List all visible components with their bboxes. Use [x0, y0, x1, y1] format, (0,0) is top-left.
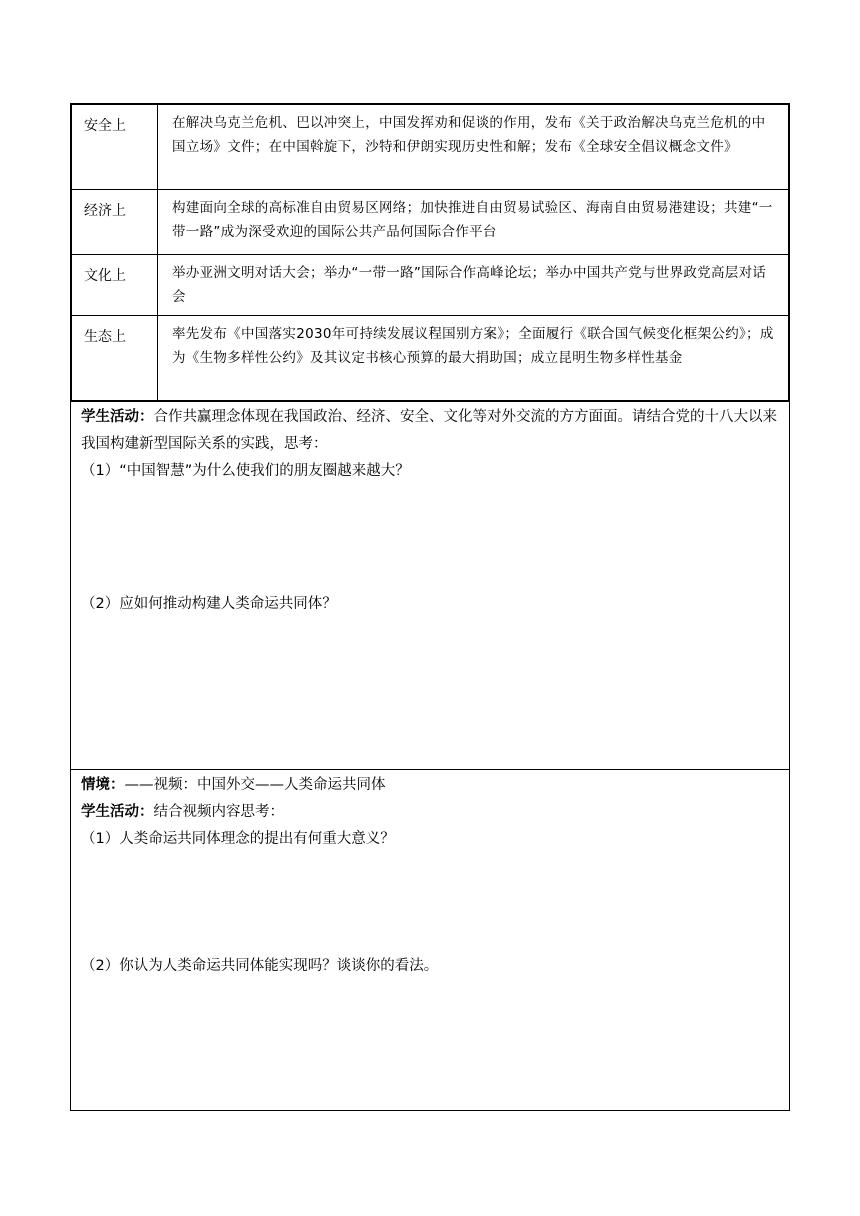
table-row — [72, 316, 788, 402]
table-row — [72, 190, 788, 255]
activity-label: 学生活动： — [81, 804, 154, 820]
video-context-section — [70, 770, 790, 1111]
student-activity-section — [70, 402, 790, 770]
question-1: （1）人类命运共同体理念的提出有何重大意义？ — [81, 831, 395, 847]
question-1: （1）“中国智慧”为什么使我们的朋友圈越来越大？ — [81, 463, 410, 479]
table-row — [72, 255, 788, 316]
row-content: 构建面向全球的高标准自由贸易区网络；加快推进自由贸易试验区、海南自由贸易港建设；共建“一带一路”成为深受欢迎的国际公共产品何国际合作平台 — [172, 200, 773, 240]
row-label: 经济上 — [72, 190, 158, 254]
worksheet-page — [70, 103, 790, 1111]
activity-paragraph — [81, 404, 779, 458]
question-2: （2）你认为人类命运共同体能实现吗？谈谈你的看法。 — [81, 958, 439, 974]
row-label: 生态上 — [72, 316, 158, 400]
answer-space[interactable] — [81, 485, 779, 591]
row-content: 举办亚洲文明对话大会；举办“一带一路”国际合作高峰论坛；举办中国共产党与世界政党高层对话会 — [172, 265, 767, 305]
practice-table — [70, 103, 790, 402]
activity-text: 结合视频内容思考： — [153, 804, 284, 820]
row-content: 在解决乌克兰危机、巴以冲突上，中国发挥劝和促谈的作用，发布《关于政治解决乌克兰危机的中国立场》文件；在中国斡旋下，沙特和伊朗实现历史性和解；发布《全球安全倡议概念文件》 — [172, 115, 766, 155]
answer-space[interactable] — [81, 853, 779, 953]
context-label: 情境： — [81, 777, 125, 793]
row-content: 率先发布《中国落实2030年可持续发展议程国别方案》；全面履行《联合国气候变化框架公约》；成为《生物多样性公约》及其议定书核心预算的最大捐助国；成立昆明生物多样性基金 — [172, 326, 774, 366]
table-row — [72, 105, 788, 190]
context-text: ——视频：中国外交——人类命运共同体 — [124, 777, 386, 793]
context-line — [81, 772, 779, 799]
question-2: （2）应如何推动构建人类命运共同体？ — [81, 596, 337, 612]
activity-label: 学生活动： — [81, 409, 154, 425]
row-label: 文化上 — [72, 255, 158, 315]
activity-text: 合作共赢理念体现在我国政治、经济、安全、文化等对外交流的方方面面。请结合党的十八大以来我国构建新型国际关系的实践，思考： — [81, 409, 777, 452]
row-label: 安全上 — [72, 105, 158, 189]
activity-line — [81, 799, 779, 826]
